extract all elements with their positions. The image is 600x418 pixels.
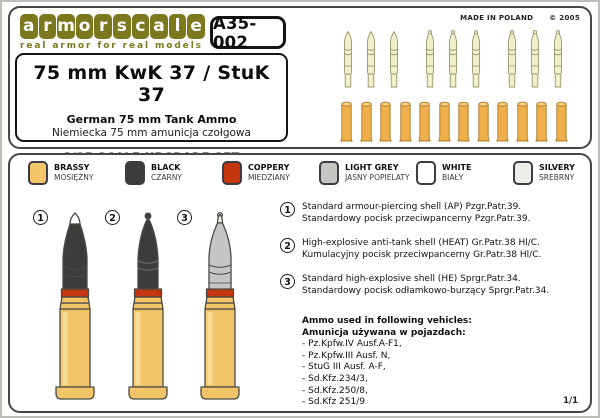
figure-number: 2 [105, 210, 120, 225]
resin-projectile-part [423, 30, 437, 94]
projectile-group [341, 30, 401, 94]
color-swatch [222, 161, 242, 185]
legend-labels [539, 161, 575, 183]
shell-description [280, 238, 541, 262]
description-en: Standard armour-piercing shell (AP) Pzgr.Patr.39. [302, 202, 522, 212]
color-swatch [125, 161, 145, 185]
legend-item [222, 161, 319, 185]
vehicle-item: - Pz.Kpfw.III Ausf. N, [302, 350, 391, 361]
legend-labels [345, 161, 410, 183]
logo-letter: a [20, 14, 38, 39]
resin-projectile-part [528, 30, 542, 94]
he-shell-drawing [182, 211, 258, 407]
resin-projectile-part [469, 30, 483, 94]
shell-description [280, 274, 549, 298]
resin-projectile-part [364, 30, 378, 94]
cartridge-case-part [359, 100, 374, 147]
vehicles-block [302, 316, 472, 409]
color-legend [28, 161, 600, 185]
legend-name-en: SILVERY [539, 163, 575, 172]
resin-projectile-part [446, 30, 460, 94]
product-code: A35-002 [213, 13, 257, 52]
legend-item [416, 161, 513, 185]
logo-letter: r [39, 14, 57, 39]
logo-letter: o [76, 14, 94, 39]
logo-letter: s [113, 14, 131, 39]
subtitle-english: German 75 mm Tank Ammo [66, 113, 237, 126]
shell-description [280, 202, 530, 226]
description-pl: Standardowy pocisk odłamkowo-burzący Sprgr.Patr.34. [302, 285, 550, 296]
legend-labels [54, 161, 93, 183]
color-swatch [319, 161, 339, 185]
legend-name-pl: MIEDZIANY [248, 173, 290, 182]
cartridge-case-part [534, 100, 549, 147]
product-code-box [210, 13, 286, 52]
cartridge-case-parts-row [339, 100, 569, 147]
color-swatch [416, 161, 436, 185]
legend-labels [248, 161, 290, 183]
logo-letter: e [187, 14, 205, 39]
legend-item [28, 161, 125, 185]
legend-name-pl: MOSIĘŻNY [54, 173, 94, 182]
logo-letters [20, 14, 205, 39]
legend-labels [442, 161, 471, 183]
description-text [302, 202, 530, 226]
logo-letter: r [94, 14, 112, 39]
content-panel [8, 153, 592, 413]
projectile-group [423, 30, 483, 94]
item-number: 3 [280, 274, 295, 289]
cartridge-case-part [476, 100, 491, 147]
vehicle-item: - Pz.Kpfw.IV Ausf.A-F1, [302, 339, 402, 350]
description-en: Standard high-explosive shell (HE) Sprgr.Patr.34. [302, 274, 521, 284]
vehicle-list [302, 339, 472, 409]
logo-tagline: real armor for real models [20, 41, 203, 51]
cartridge-case-part [437, 100, 452, 147]
header-panel [8, 6, 592, 149]
legend-name-en: WHITE [442, 163, 472, 172]
made-in-text: MADE IN POLAND [460, 14, 534, 22]
vehicles-header-en: Ammo used in following vehicles: [302, 316, 472, 326]
legend-name-en: COPPERY [248, 163, 290, 172]
description-text [302, 274, 549, 298]
legend-name-en: BRASSY [54, 163, 90, 172]
cartridge-case-part [554, 100, 569, 147]
cartridge-case-part [398, 100, 413, 147]
cartridge-case-part [456, 100, 471, 147]
logo-letter: c [132, 14, 150, 39]
legend-name-pl: BIAŁY [442, 173, 464, 182]
armorscale-logo [20, 14, 205, 51]
legend-name-pl: SREBRNY [539, 173, 575, 182]
vehicle-item: - StuG III Ausf. A-F, [302, 362, 386, 373]
description-en: High-explosive anti-tank shell (HEAT) Gr.Patr.38 Hl/C. [302, 238, 540, 248]
cartridge-case-part [417, 100, 432, 147]
cartridge-case-part [495, 100, 510, 147]
made-in-note [460, 14, 580, 22]
copyright-text: © 2005 [549, 14, 580, 22]
cartridge-case-part [378, 100, 393, 147]
subtitle-polish: Niemiecka 75 mm amunicja czołgowa [52, 127, 251, 139]
description-text [302, 238, 541, 262]
vehicle-item: - Sd.Kfz 251/9 [302, 397, 365, 408]
figure-number: 3 [177, 210, 192, 225]
vehicle-item: - Sd.Kfz.250/8, [302, 385, 368, 396]
cartridge-case-part [339, 100, 354, 147]
heat-shell-drawing [110, 211, 186, 407]
title-box [15, 53, 288, 142]
legend-name-en: LIGHT GREY [345, 163, 399, 172]
resin-projectile-part [341, 30, 355, 94]
description-pl: Standardowy pocisk przeciwpancerny Pzgr.Patr.39. [302, 213, 531, 224]
resin-projectile-part [551, 30, 565, 94]
resin-projectile-part [387, 30, 401, 94]
figure-number: 1 [33, 210, 48, 225]
legend-item [125, 161, 222, 185]
logo-letter: a [150, 14, 168, 39]
description-pl: Kumulacyjny pocisk przeciwpancerny Gr.Patr.38 Hl/C. [302, 249, 542, 260]
projectile-group [505, 30, 565, 94]
legend-name-pl: JASNY POPIELATY [345, 173, 410, 182]
ap-shell-drawing [37, 211, 113, 407]
item-number: 1 [280, 202, 295, 217]
legend-name-pl: CZARNY [151, 173, 182, 182]
vehicle-item: - Sd.Kfz.234/3, [302, 373, 368, 384]
logo-letter: m [57, 14, 75, 39]
color-swatch [513, 161, 533, 185]
legend-item [513, 161, 600, 185]
page-number: 1/1 [563, 396, 578, 406]
resin-projectile-parts-row [341, 30, 565, 94]
legend-labels [151, 161, 182, 183]
legend-item [319, 161, 416, 185]
item-number: 2 [280, 238, 295, 253]
legend-name-en: BLACK [151, 163, 181, 172]
page-title: 75 mm KwK 37 / StuK 37 [33, 62, 270, 106]
cartridge-case-part [515, 100, 530, 147]
color-swatch [28, 161, 48, 185]
logo-letter: l [169, 14, 187, 39]
resin-projectile-part [505, 30, 519, 94]
vehicles-header-pl: Amunicja używana w pojazdach: [302, 327, 466, 338]
